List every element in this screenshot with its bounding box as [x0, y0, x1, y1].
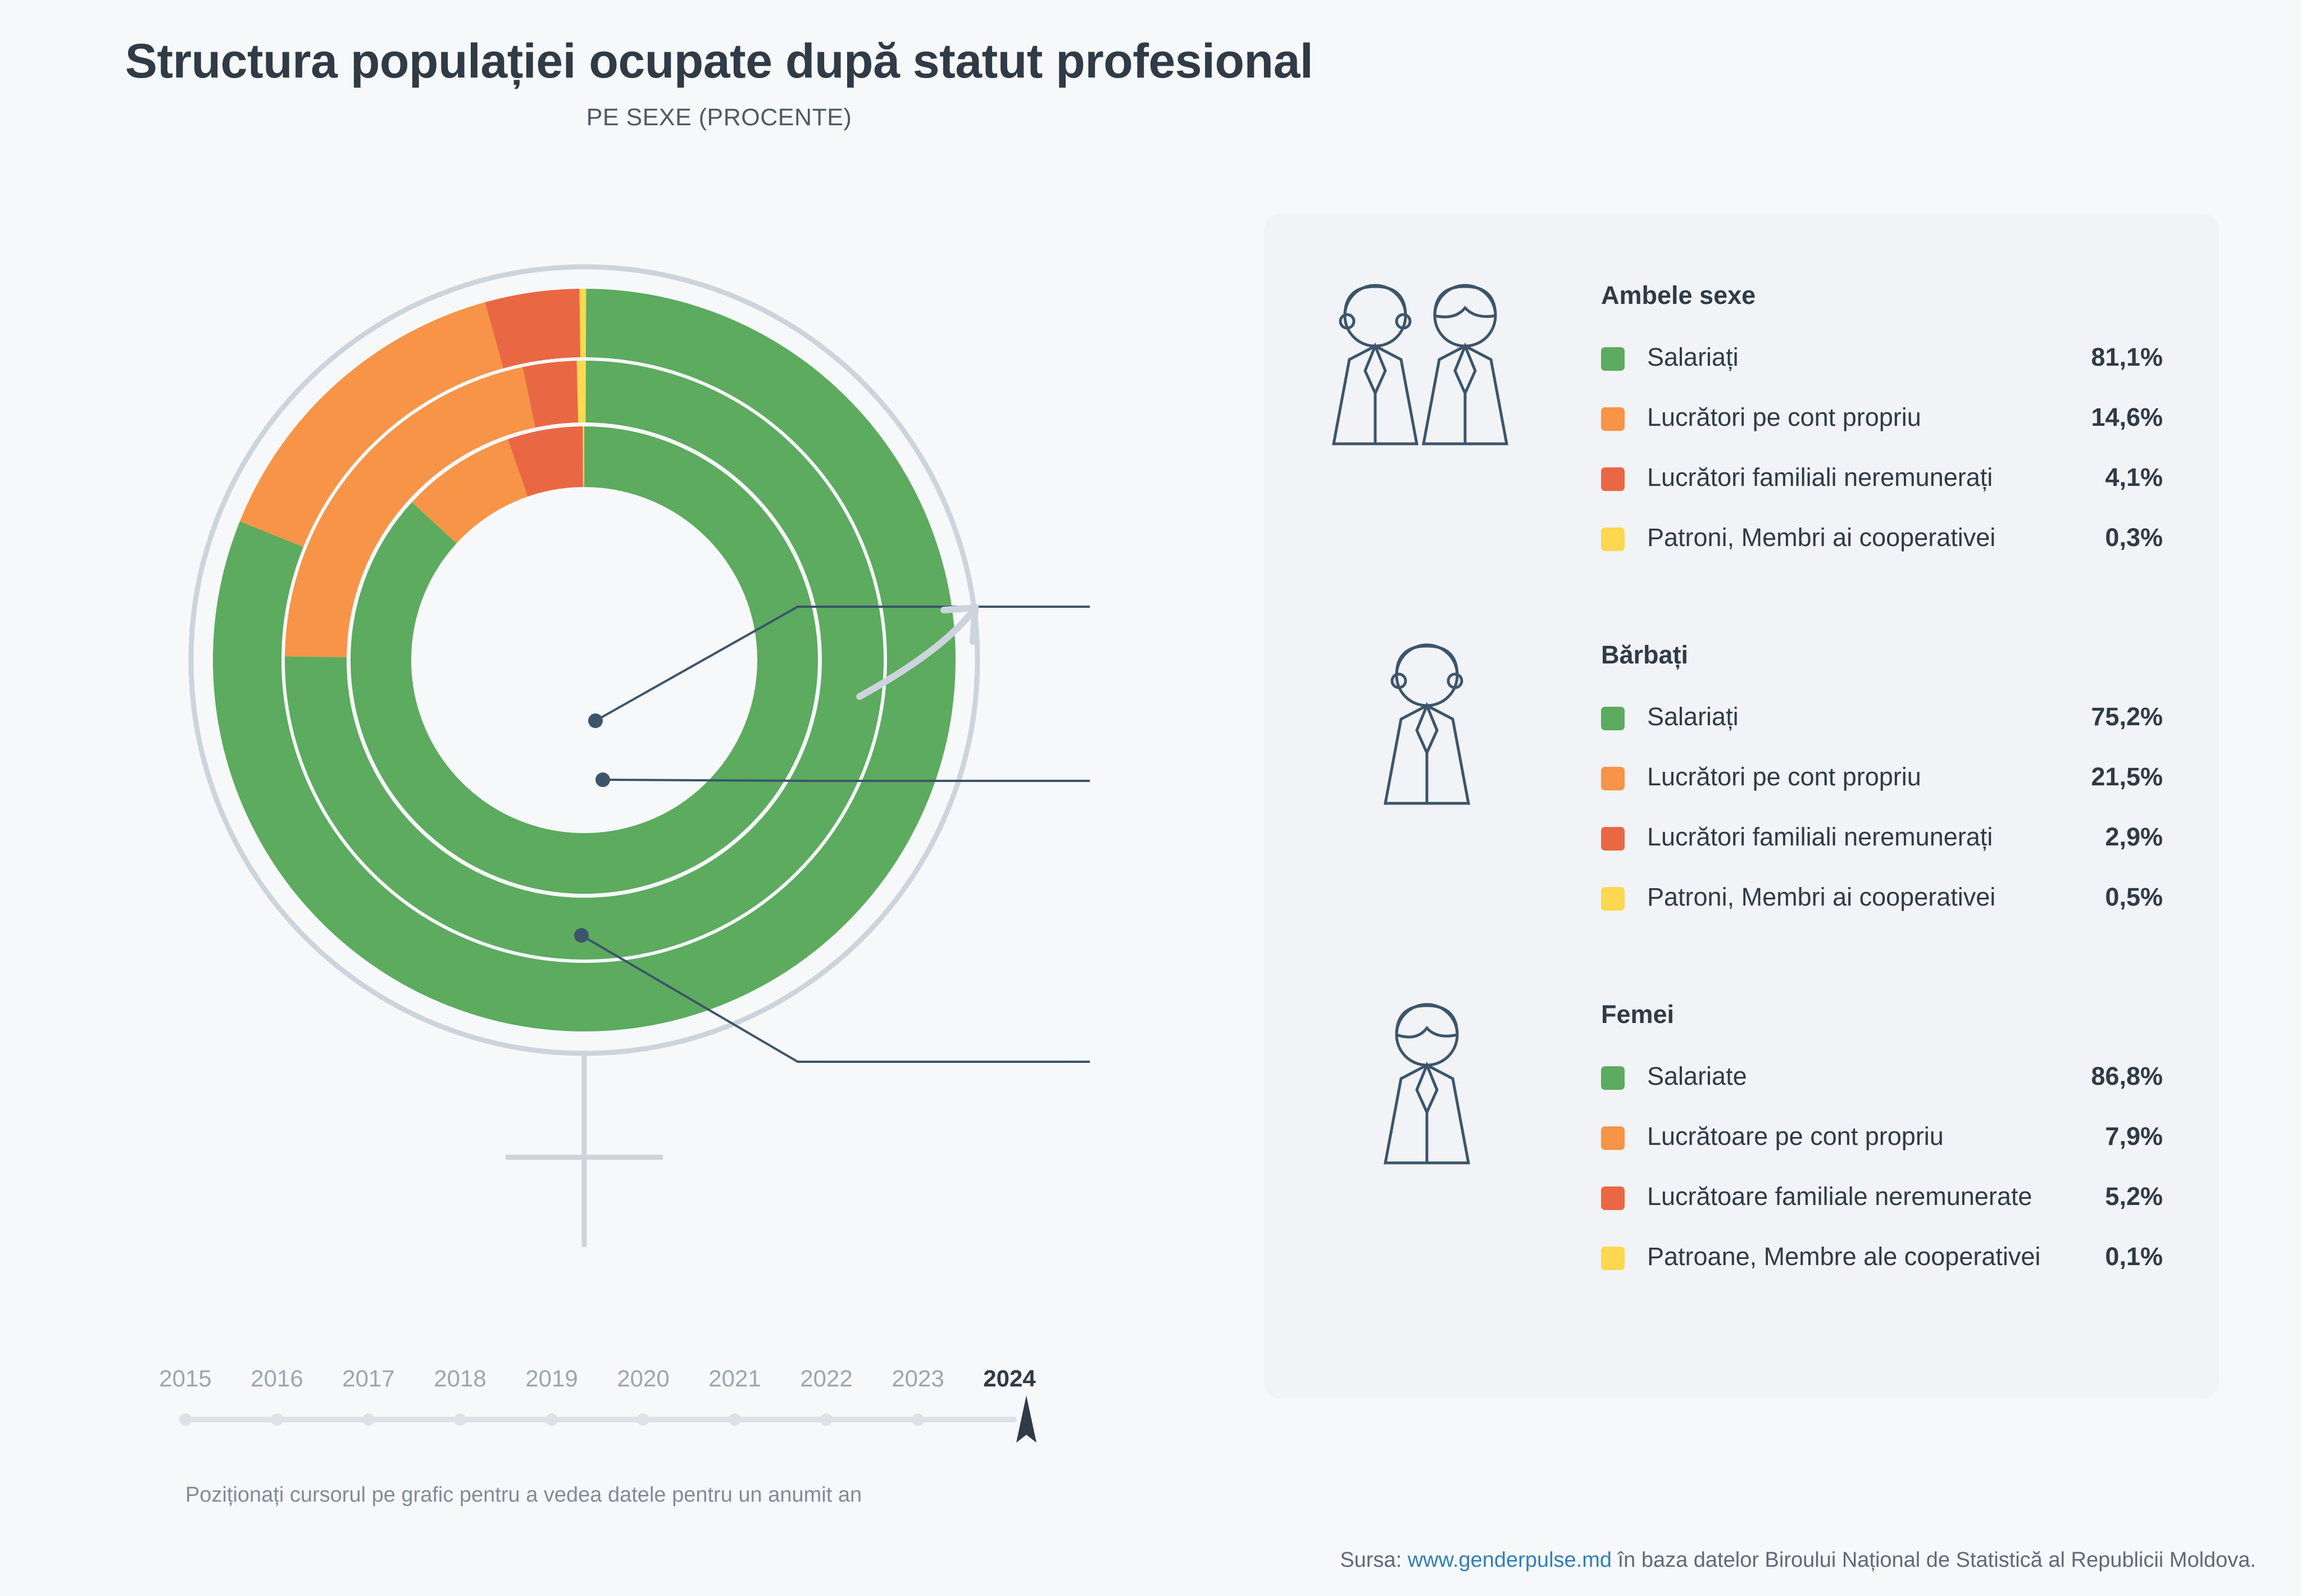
legend-item-value: 0,5%: [2105, 883, 2163, 911]
ring-ambele-sexe: [247, 323, 921, 997]
legend-item-label: Lucrători familiali neremunerați: [1647, 822, 1993, 851]
legend-item-value: 7,9%: [2105, 1122, 2163, 1151]
legend-item-value: 2,9%: [2105, 822, 2163, 851]
legend-item-label: Salariate: [1647, 1062, 1747, 1090]
legend-item[interactable]: [1601, 762, 2163, 796]
legend-swatch: [1601, 767, 1625, 790]
legend-swatch: [1601, 528, 1625, 551]
slider-hint: Poziționați cursorul pe grafic pentru a vedea datele pentru un anumit an: [185, 1483, 862, 1507]
legend-item[interactable]: [1601, 1242, 2163, 1276]
year-slider[interactable]: [159, 1365, 1067, 1399]
slider-tick[interactable]: [912, 1413, 924, 1426]
legend-swatch: [1601, 707, 1625, 730]
source-note: [1340, 1548, 2256, 1572]
legend-item-label: Patroane, Membre ale cooperativei: [1647, 1242, 2041, 1271]
ring-femei: [381, 457, 788, 863]
slider-tick[interactable]: [454, 1413, 466, 1426]
year-label-2017[interactable]: 2017: [342, 1365, 395, 1392]
legend-group-title: Bărbați: [1601, 640, 1689, 669]
legend-group-title: Femei: [1601, 1000, 1675, 1029]
man-icon: [1354, 640, 1500, 812]
legend-item[interactable]: [1601, 403, 2163, 436]
slider-track[interactable]: [185, 1417, 1017, 1422]
legend-swatch: [1601, 467, 1625, 491]
year-label-2015[interactable]: 2015: [159, 1365, 212, 1392]
legend-group-title: Ambele sexe: [1601, 281, 1756, 310]
slider-tick[interactable]: [179, 1413, 192, 1426]
two-persons-icon: [1309, 281, 1545, 452]
chart-header: [0, 34, 1438, 131]
legend-item-value: 14,6%: [2091, 403, 2163, 431]
legend-item[interactable]: [1601, 523, 2163, 557]
legend-swatch: [1601, 347, 1625, 371]
legend-item[interactable]: [1601, 702, 2163, 736]
legend-item-value: 81,1%: [2091, 343, 2163, 371]
year-labels: [159, 1365, 1067, 1399]
legend-panel: [1264, 213, 2219, 1399]
legend-item[interactable]: [1601, 1122, 2163, 1156]
legend-swatch: [1601, 1247, 1625, 1270]
legend-item[interactable]: [1601, 1182, 2163, 1216]
legend-item-value: 75,2%: [2091, 702, 2163, 731]
slider-tick[interactable]: [545, 1413, 558, 1426]
source-suffix: în baza datelor Biroului Național de Statistică al Republicii Moldova.: [1612, 1548, 2256, 1572]
legend-swatch: [1601, 827, 1625, 851]
year-label-2023[interactable]: 2023: [892, 1365, 944, 1392]
slider-tick[interactable]: [729, 1413, 741, 1426]
legend-item-value: 21,5%: [2091, 762, 2163, 791]
year-label-2021[interactable]: 2021: [708, 1365, 761, 1392]
legend-item-label: Lucrători familiali neremunerați: [1647, 463, 1993, 492]
legend-item-value: 4,1%: [2105, 463, 2163, 492]
year-label-2019[interactable]: 2019: [525, 1365, 578, 1392]
legend-item-value: 0,1%: [2105, 1242, 2163, 1271]
legend-item-value: 0,3%: [2105, 523, 2163, 552]
legend-item-label: Patroni, Membri ai cooperativei: [1647, 883, 1996, 911]
page-title: Structura populației ocupate după statut profesional: [125, 34, 1313, 88]
slider-tick[interactable]: [820, 1413, 833, 1426]
legend-item-label: Lucrătoare familiale neremunerate: [1647, 1182, 2032, 1211]
legend-swatch: [1601, 1066, 1625, 1090]
legend-item[interactable]: [1601, 343, 2163, 376]
year-label-2018[interactable]: 2018: [434, 1365, 486, 1392]
legend-item-label: Lucrătoare pe cont propriu: [1647, 1122, 1944, 1151]
year-label-2020[interactable]: 2020: [617, 1365, 670, 1392]
legend-item-value: 86,8%: [2091, 1062, 2163, 1090]
legend-item[interactable]: [1601, 1062, 2163, 1095]
legend-item-label: Lucrători pe cont propriu: [1647, 762, 1921, 791]
woman-icon: [1354, 1000, 1500, 1171]
source-prefix: Sursa:: [1340, 1548, 1408, 1572]
legend-swatch: [1601, 407, 1625, 431]
legend-swatch: [1601, 887, 1625, 911]
legend-item[interactable]: [1601, 463, 2163, 497]
legend-item-label: Lucrători pe cont propriu: [1647, 403, 1921, 431]
page-subtitle: PE SEXE (PROCENTE): [586, 104, 852, 131]
legend-item-label: Salariați: [1647, 702, 1739, 731]
year-label-2024[interactable]: 2024: [983, 1365, 1036, 1392]
donut-chart[interactable]: [135, 213, 1090, 1281]
legend-item[interactable]: [1601, 883, 2163, 916]
source-link[interactable]: www.genderpulse.md: [1407, 1548, 1612, 1572]
legend-swatch: [1601, 1186, 1625, 1210]
slider-tick[interactable]: [271, 1413, 283, 1426]
year-label-2016[interactable]: 2016: [251, 1365, 303, 1392]
legend-item-label: Salariați: [1647, 343, 1739, 371]
legend-item-value: 5,2%: [2105, 1182, 2163, 1211]
slider-tick[interactable]: [362, 1413, 375, 1426]
legend-item[interactable]: [1601, 822, 2163, 856]
slider-tick[interactable]: [637, 1413, 649, 1426]
year-label-2022[interactable]: 2022: [800, 1365, 853, 1392]
legend-item-label: Patroni, Membri ai cooperativei: [1647, 523, 1996, 552]
legend-swatch: [1601, 1126, 1625, 1150]
